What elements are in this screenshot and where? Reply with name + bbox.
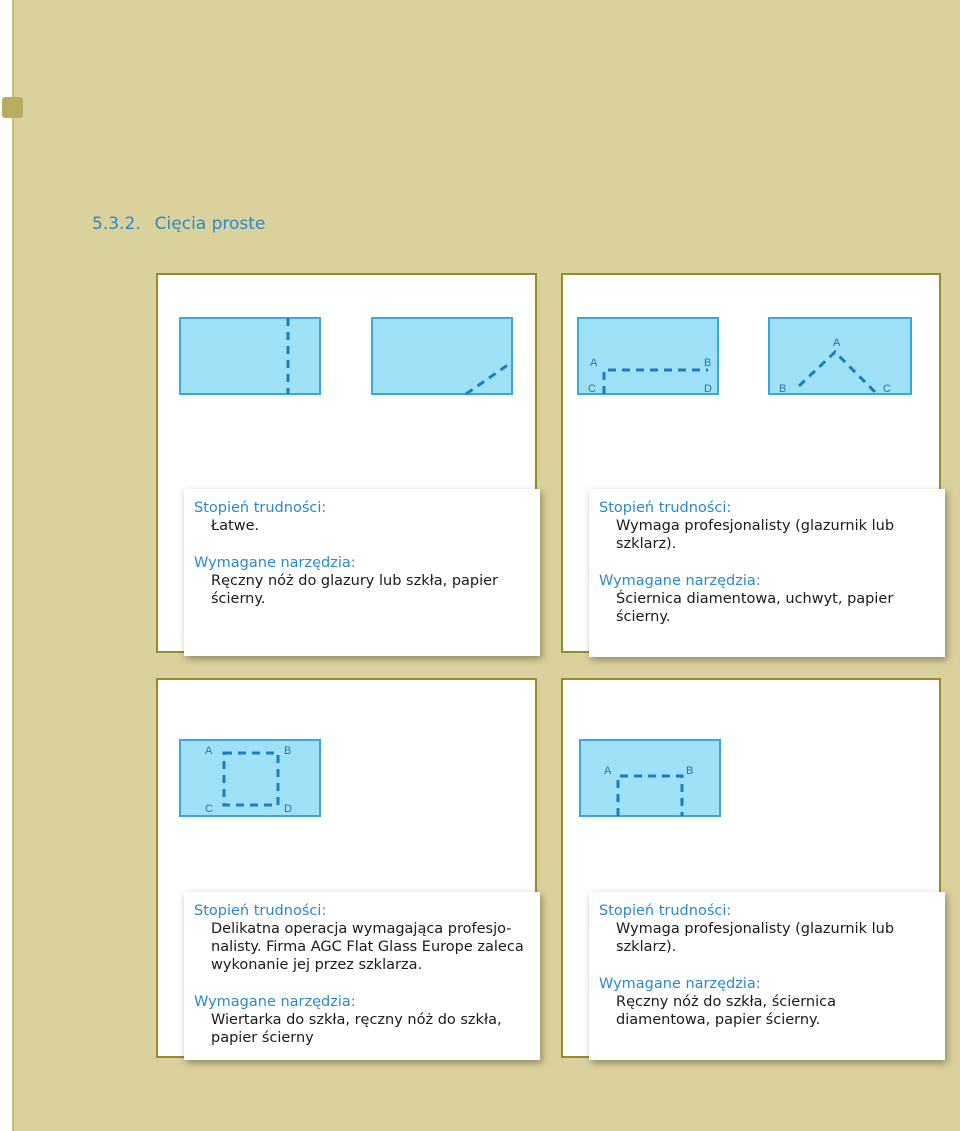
tools-label: Wymagane narzędzia:: [194, 994, 356, 1010]
diagram-letter-c: C: [883, 383, 891, 395]
glass-diagram-v-cut: [767, 316, 913, 398]
glass-diagram-square-cutout: [178, 738, 323, 820]
difficulty-label: Stopień trudności:: [194, 500, 327, 516]
glass-diagram-rect-notch: [578, 738, 723, 820]
diagram-letter-d: D: [704, 383, 712, 395]
section-title-text: Cięcia proste: [154, 214, 266, 234]
difficulty-label: Stopień trudności:: [599, 903, 732, 919]
info-card-1: [184, 489, 540, 656]
info-card-2: [589, 489, 945, 657]
section-number: 5.3.2.: [92, 214, 141, 234]
glass-diagram-corner-cut: [370, 316, 515, 398]
tools-value: Wiertarka do szkła, ręczny nóż do szkła, papier ścierny: [211, 1012, 502, 1046]
tools-label: Wymagane narzędzia:: [599, 976, 761, 992]
tools-value: Ściernica diamentowa, uchwyt, papier ścierny.: [616, 591, 894, 625]
diagram-letter-a: A: [604, 765, 612, 777]
section-title: [92, 214, 265, 234]
difficulty-label: Stopień trudności:: [599, 500, 732, 516]
glass-diagram-vertical-cut: [178, 316, 323, 398]
page-tab-marker-icon: [2, 97, 23, 118]
diagram-letter-c: C: [205, 803, 213, 815]
diagram-letter-c: C: [588, 383, 596, 395]
tools-label: Wymagane narzędzia:: [599, 573, 761, 589]
diagram-letter-a: A: [833, 337, 841, 349]
difficulty-label: Stopień trudności:: [194, 903, 327, 919]
diagram-letter-b: B: [284, 745, 292, 757]
glass-diagram-notch-cut: [576, 316, 721, 398]
difficulty-value: Delikatna operacja wymagająca profesjo-nalisty. Firma AGC Flat Glass Europe zaleca wykonanie jej przez szklarza.: [211, 921, 524, 973]
tools-value: Ręczny nóż do glazury lub szkła, papier ścierny.: [211, 573, 499, 607]
diagram-letter-b: B: [704, 357, 712, 369]
diagram-letter-b: B: [779, 383, 787, 395]
info-card-3: [184, 892, 540, 1060]
difficulty-value: Wymaga profesjonalisty (glazurnik lub szklarz).: [616, 921, 895, 955]
diagram-letter-b: B: [686, 765, 694, 777]
difficulty-value: Wymaga profesjonalisty (glazurnik lub szklarz).: [616, 518, 895, 552]
diagram-letter-a: A: [590, 357, 598, 369]
tools-label: Wymagane narzędzia:: [194, 555, 356, 571]
tools-value: Ręczny nóż do szkła, ściernica diamentowa, papier ścierny.: [616, 994, 836, 1028]
diagram-letter-d: D: [284, 803, 292, 815]
difficulty-value: Łatwe.: [211, 518, 260, 534]
info-card-4: [589, 892, 945, 1060]
diagram-letter-a: A: [205, 745, 213, 757]
left-margin-rule: [12, 0, 14, 1131]
